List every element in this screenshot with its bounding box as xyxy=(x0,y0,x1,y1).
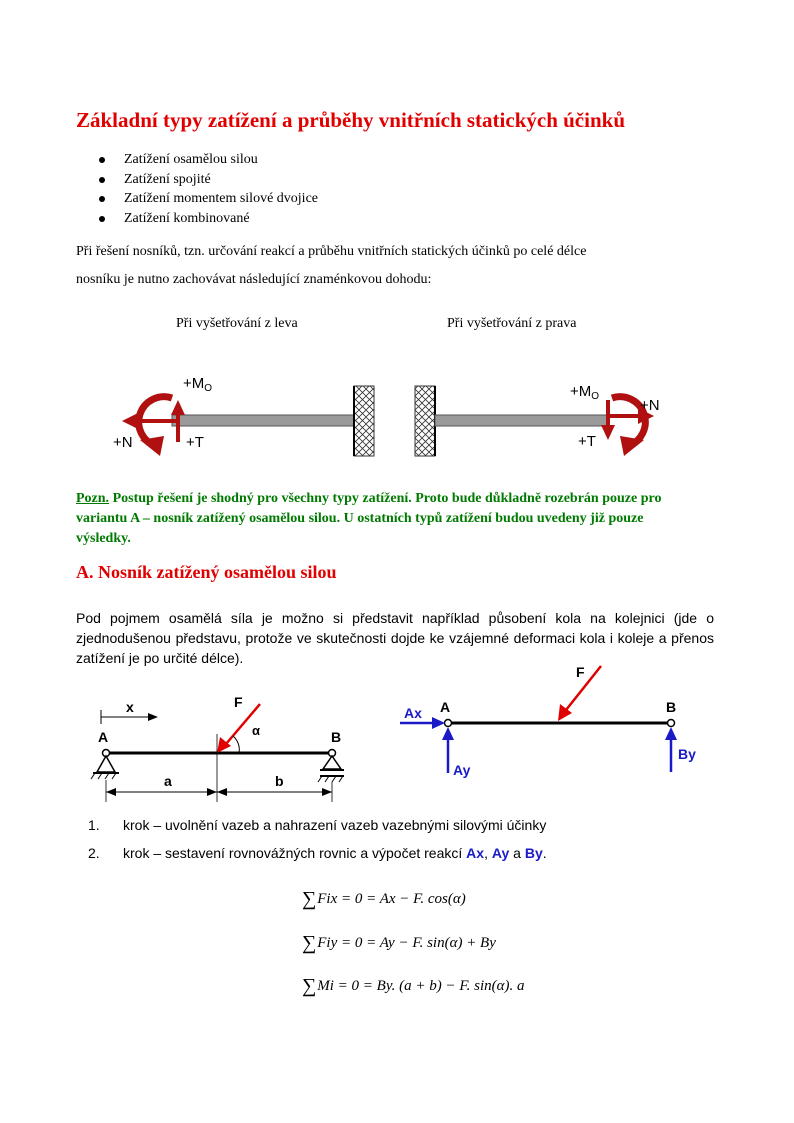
label-normal-left: +N xyxy=(113,434,133,451)
list-item: Zatížení osamělou silou xyxy=(98,150,318,170)
list-item: Zatížení momentem silové dvojice xyxy=(98,189,318,209)
label-fbd-f: F xyxy=(576,664,585,680)
note xyxy=(76,489,696,549)
label-force-f: F xyxy=(234,694,243,710)
equation-text: Mi = 0 = By. (a + b) − F. sin(α). a xyxy=(317,978,525,994)
step-text: krok – uvolnění vazeb a nahrazení vazeb vazebnými silovými účinky xyxy=(123,817,547,833)
right-beam xyxy=(435,415,608,426)
right-caption: Při vyšetřování z prava xyxy=(447,316,577,331)
moment-arrow-left xyxy=(139,397,172,456)
label-by: By xyxy=(678,746,696,762)
sign-convention-figure xyxy=(100,368,670,473)
equation-text: Fiy = 0 = Ay − F. sin(α) + By xyxy=(317,935,496,951)
label-ax: Ax xyxy=(404,705,422,721)
page-title: Základní typy zatížení a průběhy vnitřních statických účinků xyxy=(76,108,626,132)
label-normal-right: +N xyxy=(640,397,660,414)
beam-supports-figure xyxy=(86,690,354,808)
label-fbd-b: B xyxy=(666,699,677,715)
equation-sum-m xyxy=(302,975,525,998)
step-number: 2. xyxy=(88,845,100,861)
left-beam xyxy=(172,415,354,426)
separator: , xyxy=(484,845,492,861)
label-a-support: A xyxy=(98,729,109,745)
equation-sum-fy xyxy=(302,932,496,955)
period: . xyxy=(542,845,547,861)
intro-line-1: Při řešení nosníků, tzn. určování reakcí a průběhu vnitřních statických účinků po celé délce xyxy=(76,244,587,259)
list-item: Zatížení kombinované xyxy=(98,209,318,229)
label-shear-right: +T xyxy=(578,433,596,450)
reaction-ax-label: Ax xyxy=(466,845,485,861)
free-body-diagram xyxy=(398,660,700,780)
equation-sum-fx xyxy=(302,888,466,911)
reaction-by-arrow xyxy=(665,727,677,772)
left-wall xyxy=(354,386,374,456)
label-alpha: α xyxy=(252,723,260,738)
right-wall xyxy=(415,386,435,456)
label-dim-a: a xyxy=(164,773,172,789)
label-b-support: B xyxy=(331,729,342,745)
note-label: Pozn. xyxy=(76,491,110,506)
sigma-symbol: ∑ xyxy=(302,975,317,997)
label-x: x xyxy=(126,699,134,715)
note-text: Postup řešení je shodný pro všechny typy zatížení. Proto bude důkladně rozebrán pouze pro variantu A – nosník zatížený osamělou silou. U ostatních typů zatížení budou uvedeny již pouze výsledky. xyxy=(76,491,662,546)
step-1 xyxy=(88,817,546,833)
step-number: 1. xyxy=(88,817,100,833)
section-heading-a: A. Nosník zatížený osamělou silou xyxy=(76,562,337,582)
label-shear-left: +T xyxy=(186,434,204,451)
label-dim-b: b xyxy=(275,773,284,789)
intro-line-2: nosníku je nutno zachovávat následující znaménkovou dohodu: xyxy=(76,272,432,287)
step-2 xyxy=(88,845,547,861)
step-text: krok – sestavení rovnovážných rovnic a výpočet reakcí xyxy=(123,845,467,861)
label-fbd-a: A xyxy=(440,699,451,715)
label-moment-left: $+M_O$ xyxy=(183,375,213,394)
sigma-symbol: ∑ xyxy=(302,932,317,954)
list-item: Zatížení spojité xyxy=(98,170,318,190)
section-a-paragraph: Pod pojmem osamělá síla je možno si představit například působení kola na kolejnici (jde o zjednodušenou představu, protože ve skutečnosti dojde ke vzájemné deformaci kola i koleje a přenos zatížení je po určité délce). xyxy=(76,610,714,666)
reaction-by-label: By xyxy=(524,845,543,861)
left-caption: Při vyšetřování z leva xyxy=(176,316,298,331)
equation-text: Fix = 0 = Ax − F. cos(α) xyxy=(317,891,466,907)
load-types-list xyxy=(98,150,318,229)
normal-force-arrow-left xyxy=(122,413,178,429)
label-moment-right: $+M_O$ xyxy=(570,383,600,402)
sigma-symbol: ∑ xyxy=(302,888,317,910)
separator: a xyxy=(509,845,525,861)
label-ay: Ay xyxy=(453,762,471,778)
reaction-ay-label: Ay xyxy=(491,845,510,861)
